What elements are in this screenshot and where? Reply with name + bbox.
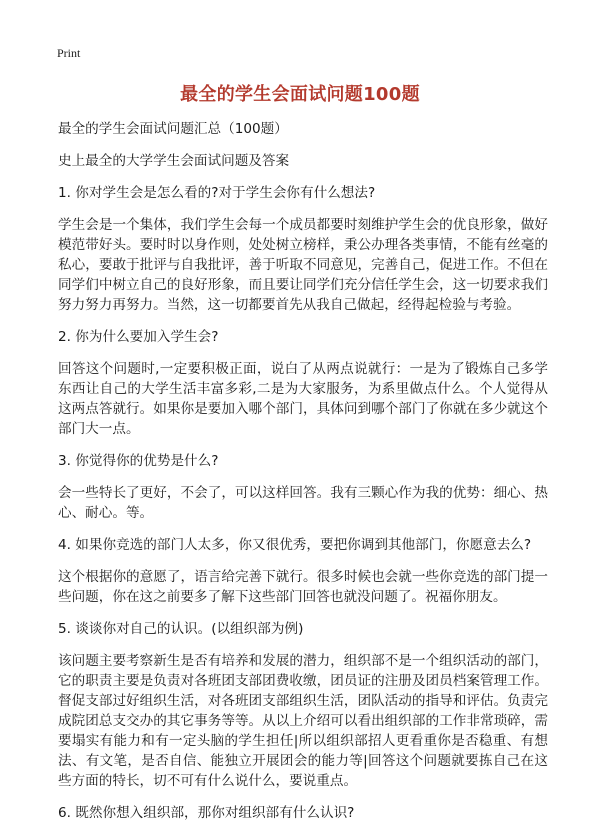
question-3: 3. 你觉得你的优势是什么?	[58, 453, 219, 469]
answer-2: 回答这个问题时,一定要积极正面，说白了从两点说就行：一是为了锻炼自己多学东西让自己的大学生活丰富多彩,二是为大家服务，为系里做点什么。个人觉得从这两点答就行。如果你是要加入哪个部门，具体问到哪个部门了你就在多少就这个部门大一点。	[58, 361, 548, 437]
question-4: 4. 如果你竞选的部门人太多，你又很优秀，要把你调到其他部门，你愿意去么?	[58, 537, 532, 553]
question-1: 1. 你对学生会是怎么看的?对于学生会你有什么想法?	[58, 185, 376, 201]
answer-4: 这个根据你的意愿了，语言给完善下就行。很多时候也会就一些你竞选的部门提一些问题，你在这之前要多了解下这些部门回答也就没问题了。祝福你朋友。	[58, 569, 548, 605]
page-title: 最全的学生会面试问题100题	[180, 84, 420, 105]
question-6: 6. 既然你想入组织部，那你对组织部有什么认识?	[58, 805, 355, 821]
subtitle: 最全的学生会面试问题汇总（100题）	[58, 121, 288, 137]
intro-heading: 史上最全的大学学生会面试问题及答案	[58, 153, 290, 169]
answer-5: 该问题主要考察新生是否有培养和发展的潜力，组织部不是一个组织活动的部门，它的职责主要是负责对各班团支部团费收缴，团员证的注册及团员档案管理工作。督促支部过好组织生活，对各班团支部组织生活，团队活动的指导和评估。负责完成院团总支交办的其它事务等等。从以上介绍可以看出组织部的工作非常琐碎，需要塌实有能力和有一定头脑的学生担任|所以组织部招人更看重你是否稳重、有想法、有文笔，是否自信、能独立开展团会的能力等|回答这个问题就要拣自己在这些方面的特长，切不可有什么说什么，要说重点。	[58, 653, 548, 789]
question-5: 5. 谈谈你对自己的认识。(以组织部为例)	[58, 621, 304, 637]
answer-1: 学生会是一个集体，我们学生会每一个成员都要时刻维护学生会的优良形象，做好模范带好头。要时时以身作则，处处树立榜样，秉公办理各类事情，不能有丝毫的私心，要敢于批评与自我批评，善于听取不同意见，完善自己，促进工作。不但在同学们中树立自己的良好形象，而且要让同学们充分信任学生会，这一切要求我们努力努力再努力。当然，这一切都要首先从我自己做起，经得起检验与考验。	[58, 217, 548, 313]
article-body	[58, 119, 548, 835]
question-2: 2. 你为什么要加入学生会?	[58, 329, 219, 345]
print-link[interactable]: Print	[57, 46, 81, 60]
answer-3: 会一些特长了更好，不会了，可以这样回答。我有三颗心作为我的优势：细心、热心、耐心。等。	[58, 485, 548, 521]
